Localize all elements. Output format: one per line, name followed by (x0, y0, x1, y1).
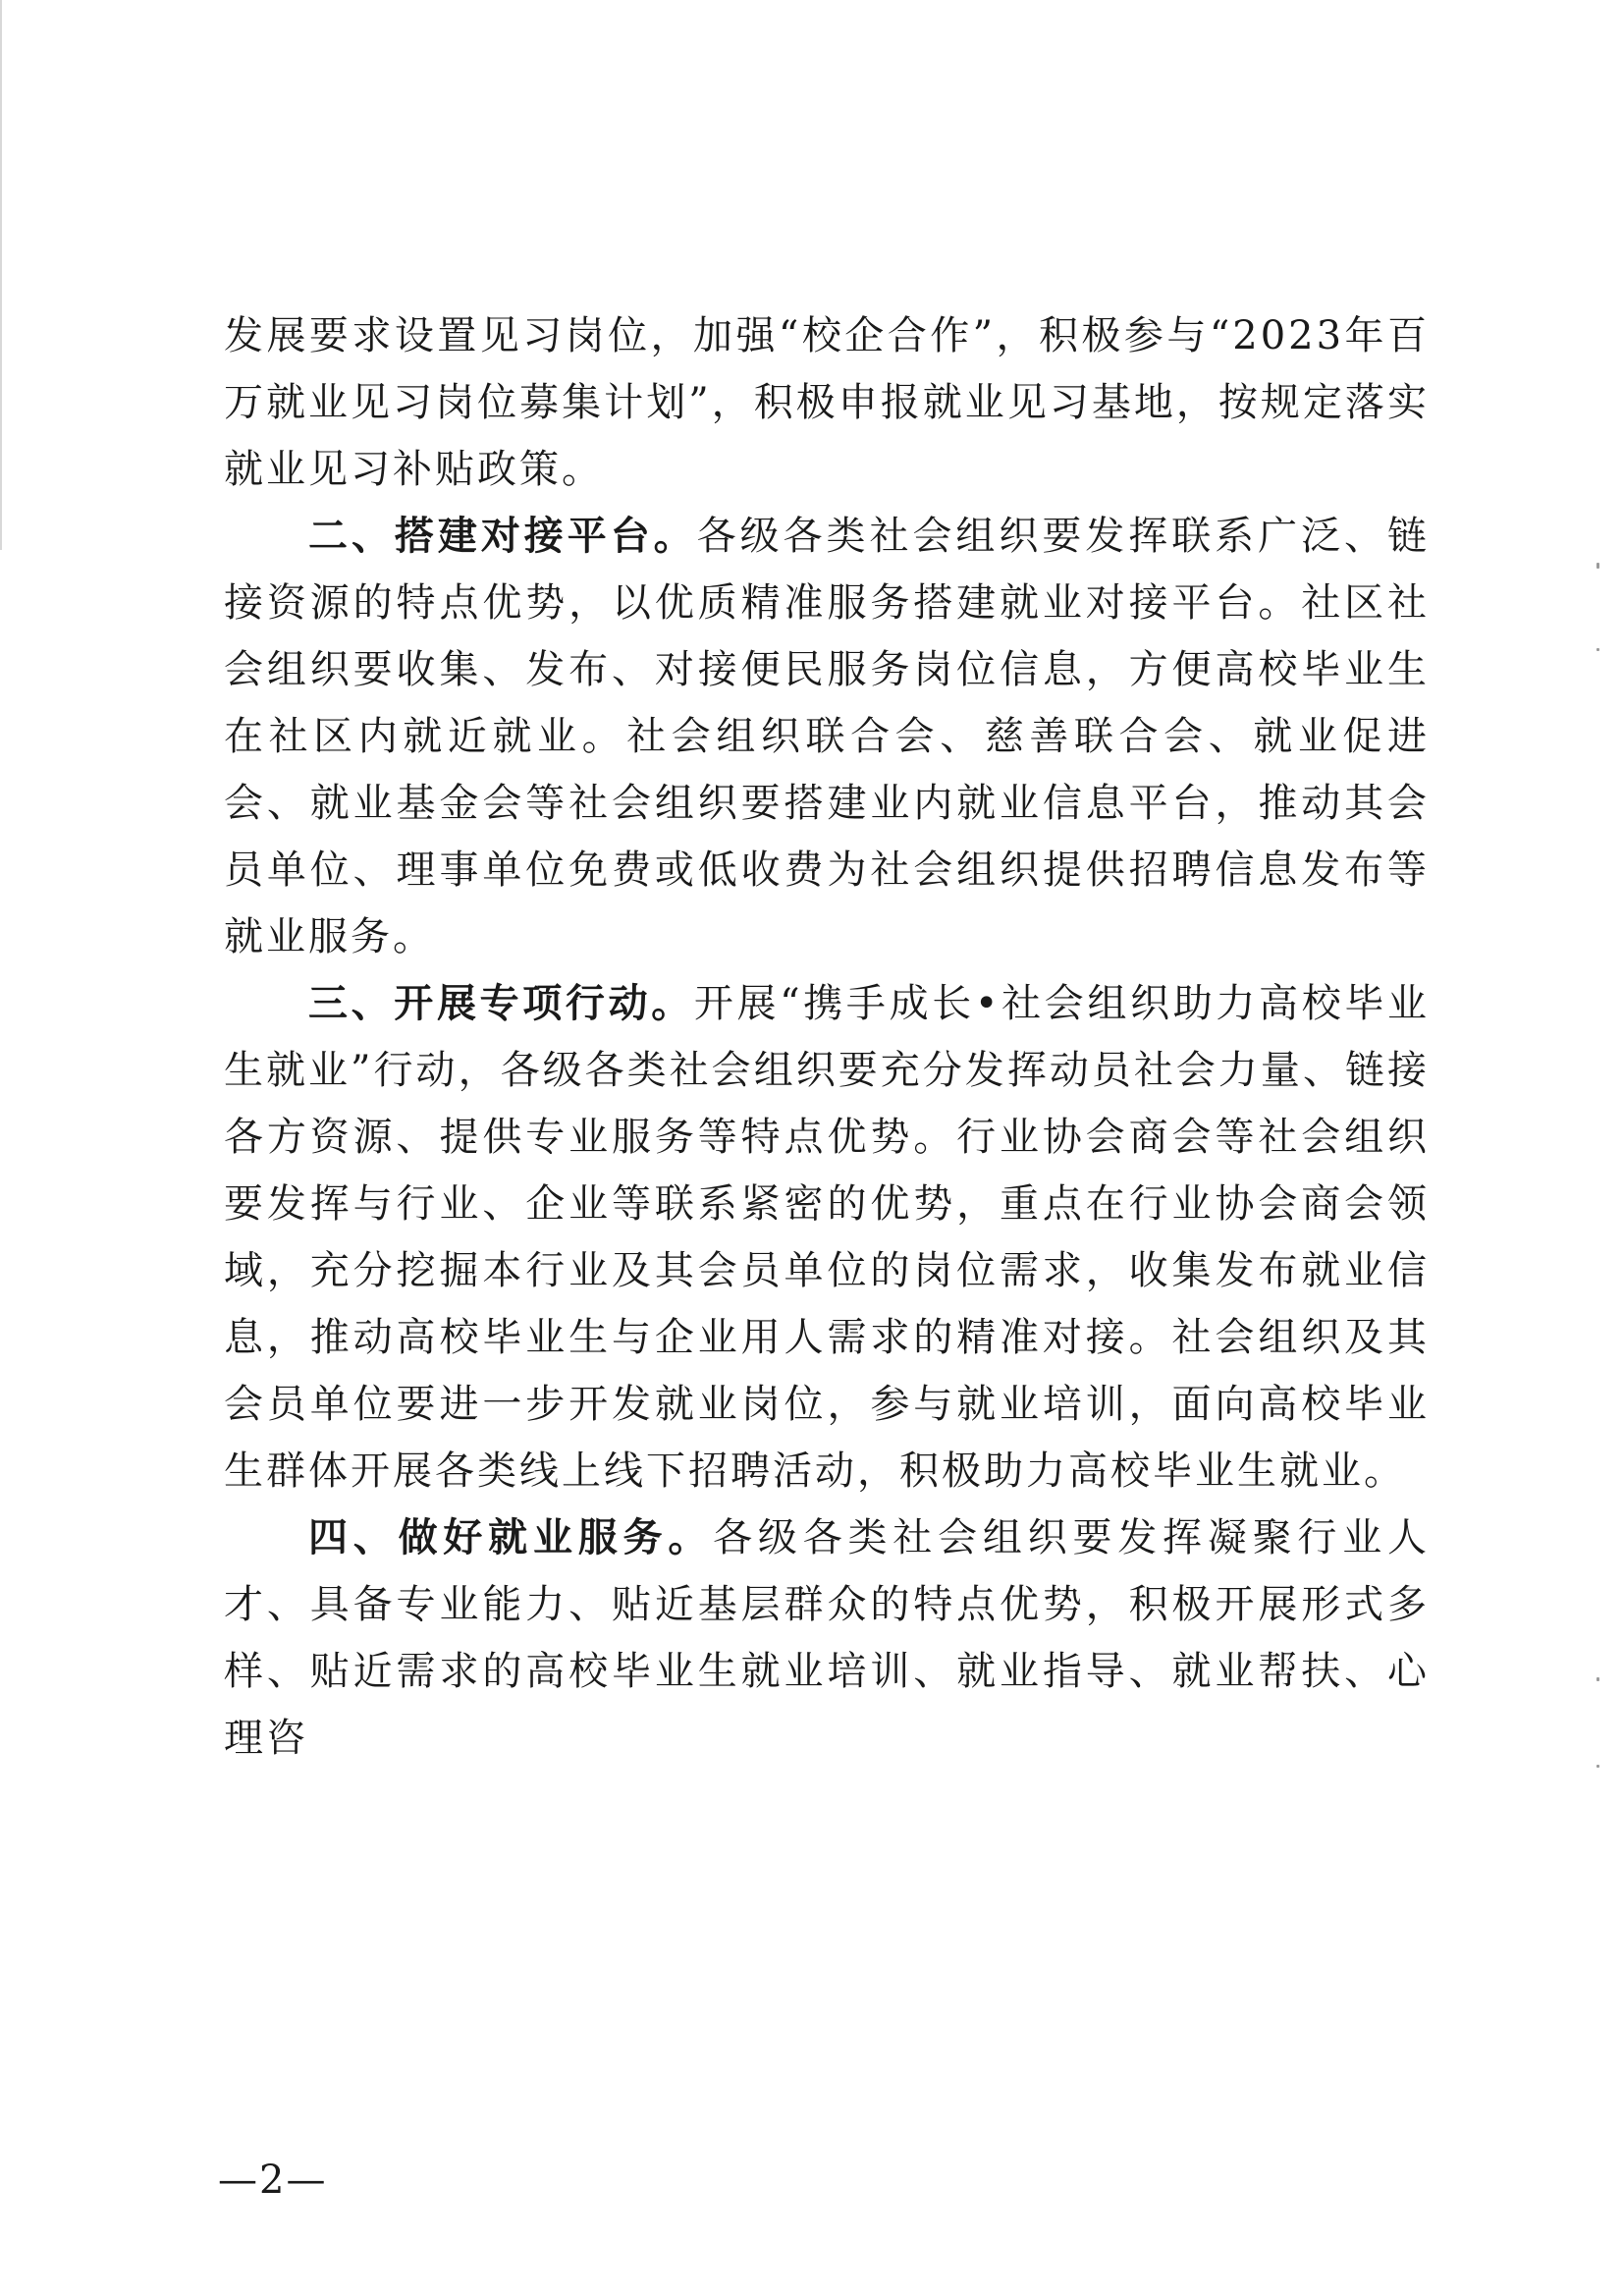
paragraph-section-4 (224, 1504, 1430, 1772)
section-heading: 三、开展专项行动。 (308, 981, 694, 1026)
paragraph-continuation (224, 302, 1430, 503)
scan-speck (1596, 1765, 1599, 1768)
document-body (224, 302, 1430, 1772)
paragraph-text: 发展要求设置见习岗位，加强“校企合作”，积极参与“2023年百万就业见习岗位募集计划”，积极申报就业见习基地，按规定落实就业见习补贴政策。 (224, 313, 1430, 492)
paragraph-text: 各级各类社会组织要发挥凝聚行业人才、具备专业能力、贴近基层群众的特点优势，积极开展形式多样、贴近需求的高校毕业生就业培训、就业指导、就业帮扶、心理咨 (224, 1515, 1430, 1761)
section-heading: 四、做好就业服务。 (308, 1515, 714, 1560)
scan-speck (1596, 648, 1599, 651)
page-number: —2— (218, 2158, 328, 2203)
scan-edge-shadow (0, 0, 2, 550)
paragraph-text: 开展“携手成长•社会组织助力高校毕业生就业”行动，各级各类社会组织要充分发挥动员社会力量、链接各方资源、提供专业服务等特点优势。行业协会商会等社会组织要发挥与行业、企业等联系紧密的优势，重点在行业协会商会领域，充分挖掘本行业及其会员单位的岗位需求，收集发布就业信息，推动高校毕业生与企业用人需求的精准对接。社会组织及其会员单位要进一步开发就业岗位，参与就业培训，面向高校毕业生群体开展各类线上线下招聘活动，积极助力高校毕业生就业。 (224, 981, 1431, 1494)
paragraph-section-2 (224, 503, 1430, 970)
scan-speck (1596, 1677, 1599, 1681)
paragraph-section-3 (224, 970, 1430, 1504)
paragraph-text: 各级各类社会组织要发挥联系广泛、链接资源的特点优势，以优质精准服务搭建就业对接平台。社区社会组织要收集、发布、对接便民服务岗位信息，方便高校毕业生在社区内就近就业。社会组织联合会、慈善联合会、就业促进会、就业基金会等社会组织要搭建业内就业信息平台，推动其会员单位、理事单位免费或低收费为社会组织提供招聘信息发布等就业服务。 (224, 514, 1431, 959)
scan-speck (1596, 563, 1599, 569)
section-heading: 二、搭建对接平台。 (308, 514, 697, 559)
